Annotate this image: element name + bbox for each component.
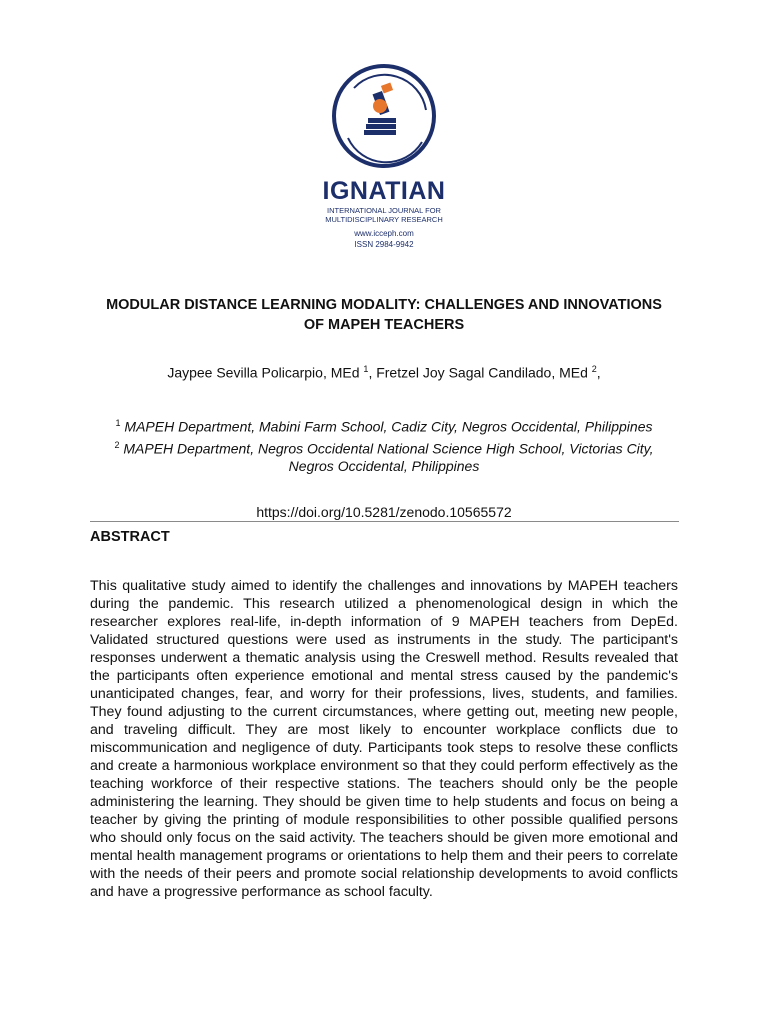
journal-name: IGNATIAN [322,177,446,205]
affiliation-2 [88,436,680,458]
abstract-text: This qualitative study aimed to identify the challenges and innovations by MAPEH teachers during the pandemic. This research utilized a phenomenological design in which the researcher explores real-life, in-depth information of 9 MAPEH teachers from DepEd. Validated structured questions were used as instruments in the study. The participant's responses underwent a thematic analysis using the Creswell method. Results revealed that the participants often experience emotional and mental stress caused by the pandemic's unanticipated changes, fear, and worry for their professions, lives, students, and families. They found adjusting to the current circumstances, where getting out, meeting new people, and traveling difficult. They are most likely to encounter workplace conflicts due to miscommunication and negligence of duty. Participants took steps to resolve these conflicts and create a harmonious workplace environment so that they could perform effectively as the teaching workforce of their respective stations. The teachers should only be the people administering the learning. They should be given time to help students and focus on being a teacher by giving the printing of module responsibilities to other possible qualified persons who should only focus on the said activity. The teachers should be given more emotional and mental health management programs or orientations to help them and their peers to correlate with the needs of their peers and promote social relationship developments to avoid conflicts and have a progressive performance as school faculty. [90,578,678,900]
author-2: , Fretzel Joy Sagal Candilado, MEd [368,364,592,381]
affiliation-2-marker: 2 [114,439,120,450]
affiliation-1-text: MAPEH Department, Mabini Farm School, Cadiz City, Negros Occidental, Philippines [120,418,653,435]
author-1: Jaypee Sevilla Policarpio, MEd [167,364,364,381]
abstract-heading: ABSTRACT [90,529,170,545]
affiliation-1 [88,414,680,436]
section-divider [90,521,679,522]
journal-issn: ISSN 2984-9942 [354,240,414,249]
journal-logo [300,58,468,258]
author-list [60,364,708,381]
ignatian-logo-icon [326,58,442,174]
journal-subtitle-line1: INTERNATIONAL JOURNAL FOR [327,206,441,215]
journal-subtitle [300,206,468,224]
affiliations [88,414,680,475]
paper-title [60,295,708,335]
journal-subtitle-line2: MULTIDISCIPLINARY RESEARCH [325,215,443,224]
affiliation-2-continued: Negros Occidental, Philippines [288,458,480,475]
paper-title-line1: MODULAR DISTANCE LEARNING MODALITY: CHALLENGES AND INNOVATIONS [106,297,662,313]
paper-title-line2: OF MAPEH TEACHERS [303,317,465,333]
affiliation-2-text: MAPEH Department, Negros Occidental National Science High School, Victorias City, [119,440,654,457]
affiliation-1-marker: 1 [115,418,121,428]
journal-website: www.icceph.com [354,229,414,238]
journal-contact [300,228,468,250]
doi-link[interactable]: https://doi.org/10.5281/zenodo.10565572 [256,504,512,520]
author-1-affiliation-marker: 1 [363,364,369,374]
author-2-affiliation-marker: 2 [591,364,597,374]
author-trailer: , [596,364,601,381]
